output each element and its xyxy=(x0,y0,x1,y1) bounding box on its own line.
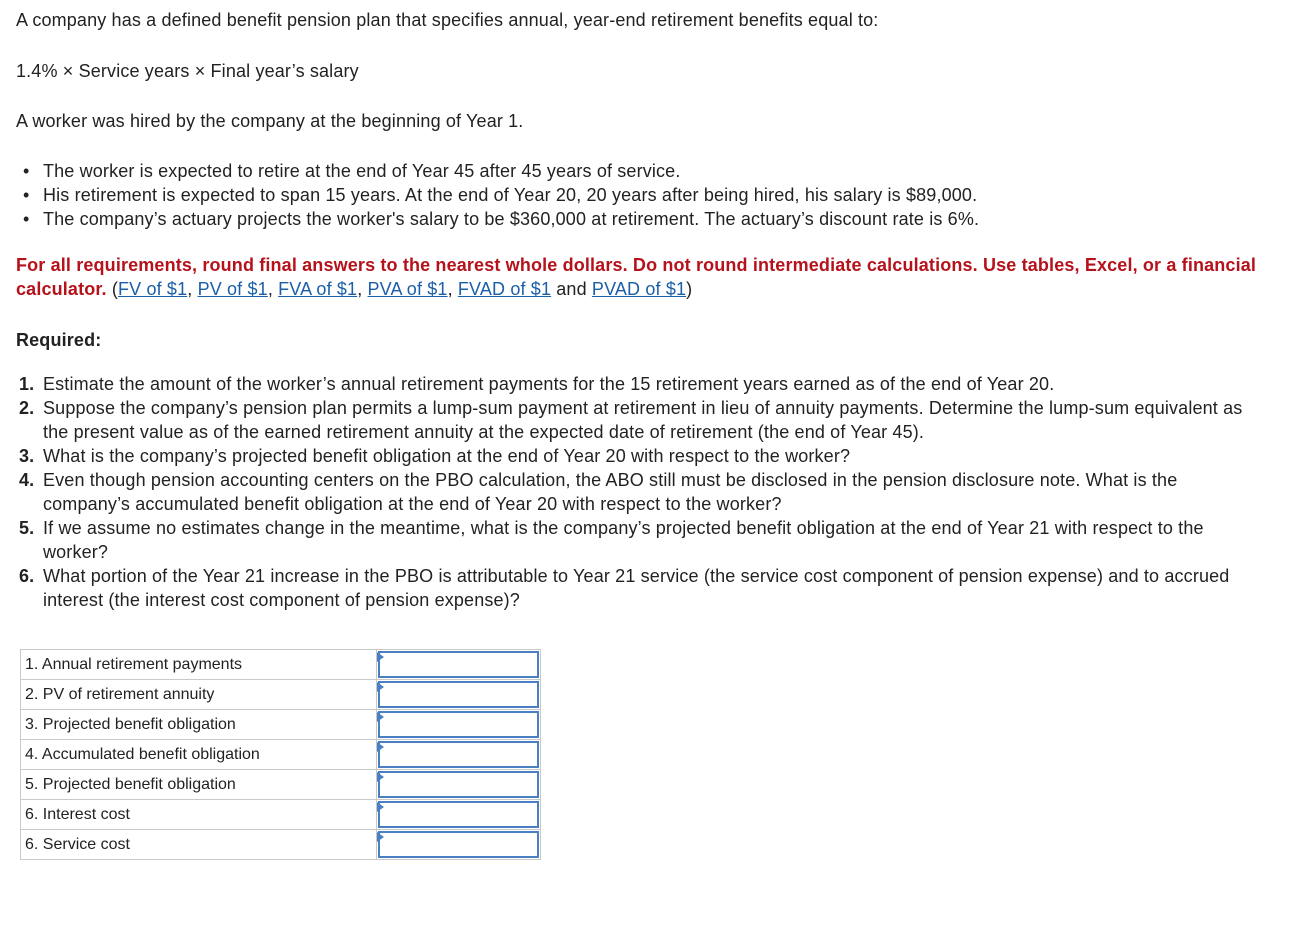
answer-cell xyxy=(377,800,541,830)
answer-table xyxy=(20,649,541,860)
answer-cell xyxy=(377,770,541,800)
table-row xyxy=(21,830,541,860)
interest-cost-input[interactable] xyxy=(378,801,539,828)
table-links: (FV of $1, PV of $1, FVA of $1, PVA of $1, FVAD of $1 and PVAD of $1) xyxy=(106,279,693,299)
table-row xyxy=(21,680,541,710)
answer-cell xyxy=(377,740,541,770)
projected-benefit-obligation-year21-input[interactable] xyxy=(378,771,539,798)
link-pva-of-1[interactable]: PVA of $1 xyxy=(367,279,448,299)
table-row xyxy=(21,770,541,800)
facts-list xyxy=(16,159,979,231)
annual-retirement-payments-input[interactable] xyxy=(378,651,539,678)
pv-retirement-annuity-input[interactable] xyxy=(378,681,539,708)
answer-cell xyxy=(377,650,541,680)
row-label: 3. Projected benefit obligation xyxy=(21,710,377,740)
requirement-item: 2. Suppose the company’s pension plan permits a lump-sum payment at retirement in lieu of annuity payments. Determine the lump-sum equivalent as the present value as of the earned retirement annuity at the expected date of retirement (the end of Year 45). xyxy=(19,398,1243,442)
row-label: 6. Service cost xyxy=(21,830,377,860)
fact-item: • The worker is expected to retire at the end of Year 45 after 45 years of service. xyxy=(16,159,979,183)
table-row xyxy=(21,710,541,740)
input-marker-icon xyxy=(377,832,384,842)
table-row xyxy=(21,650,541,680)
fact-item: • The company’s actuary projects the worker's salary to be $360,000 at retirement. The actuary’s discount rate is 6%. xyxy=(16,207,979,231)
input-marker-icon xyxy=(377,712,384,722)
hire-statement: A worker was hired by the company at the beginning of Year 1. xyxy=(16,111,524,131)
projected-benefit-obligation-input[interactable] xyxy=(378,711,539,738)
link-pv-of-1[interactable]: PV of $1 xyxy=(197,279,268,299)
answer-cell xyxy=(377,680,541,710)
table-row xyxy=(21,740,541,770)
requirements-list xyxy=(16,372,1266,612)
row-label: 5. Projected benefit obligation xyxy=(21,770,377,800)
link-fva-of-1[interactable]: FVA of $1 xyxy=(278,279,358,299)
rounding-instructions xyxy=(16,253,1266,301)
row-label: 1. Annual retirement payments xyxy=(21,650,377,680)
requirement-item: 4. Even though pension accounting centers on the PBO calculation, the ABO still must be disclosed in the pension disclosure note. What is the company’s accumulated benefit obligation at the end of Year 20 with respect to the worker? xyxy=(19,470,1178,514)
input-marker-icon xyxy=(377,772,384,782)
link-pvad-of-1[interactable]: PVAD of $1 xyxy=(591,279,687,299)
requirement-item: 6. What portion of the Year 21 increase in the PBO is attributable to Year 21 service (the service cost component of pension expense) and to accrued interest (the interest cost component of pension expense)? xyxy=(19,566,1230,610)
row-label: 2. PV of retirement annuity xyxy=(21,680,377,710)
requirement-item: 1. Estimate the amount of the worker’s annual retirement payments for the 15 retirement years earned as of the end of Year 20. xyxy=(19,374,1055,394)
requirement-item: 3. What is the company’s projected benefit obligation at the end of Year 20 with respect to the worker? xyxy=(19,446,851,466)
input-marker-icon xyxy=(377,802,384,812)
intro-text: A company has a defined benefit pension plan that specifies annual, year-end retirement benefits equal to: xyxy=(16,10,879,30)
table-row xyxy=(21,800,541,830)
required-heading: Required: xyxy=(16,330,102,350)
input-marker-icon xyxy=(377,742,384,752)
fact-item: • His retirement is expected to span 15 years. At the end of Year 20, 20 years after being hired, his salary is $89,000. xyxy=(16,183,979,207)
row-label: 4. Accumulated benefit obligation xyxy=(21,740,377,770)
row-label: 6. Interest cost xyxy=(21,800,377,830)
requirement-item: 5. If we assume no estimates change in the meantime, what is the company’s projected benefit obligation at the end of Year 21 with respect to the worker? xyxy=(19,518,1204,562)
input-marker-icon xyxy=(377,682,384,692)
service-cost-input[interactable] xyxy=(378,831,539,858)
answer-cell xyxy=(377,710,541,740)
benefit-formula: 1.4% × Service years × Final year’s salary xyxy=(16,61,359,81)
link-fv-of-1[interactable]: FV of $1 xyxy=(118,279,188,299)
input-marker-icon xyxy=(377,652,384,662)
instructions-text: For all requirements, round final answers to the nearest whole dollars. Do not round intermediate calculations. Use tables, Excel, or a financial calculator. xyxy=(16,255,1257,299)
link-fvad-of-1[interactable]: FVAD of $1 xyxy=(457,279,552,299)
accumulated-benefit-obligation-input[interactable] xyxy=(378,741,539,768)
answer-cell xyxy=(377,830,541,860)
